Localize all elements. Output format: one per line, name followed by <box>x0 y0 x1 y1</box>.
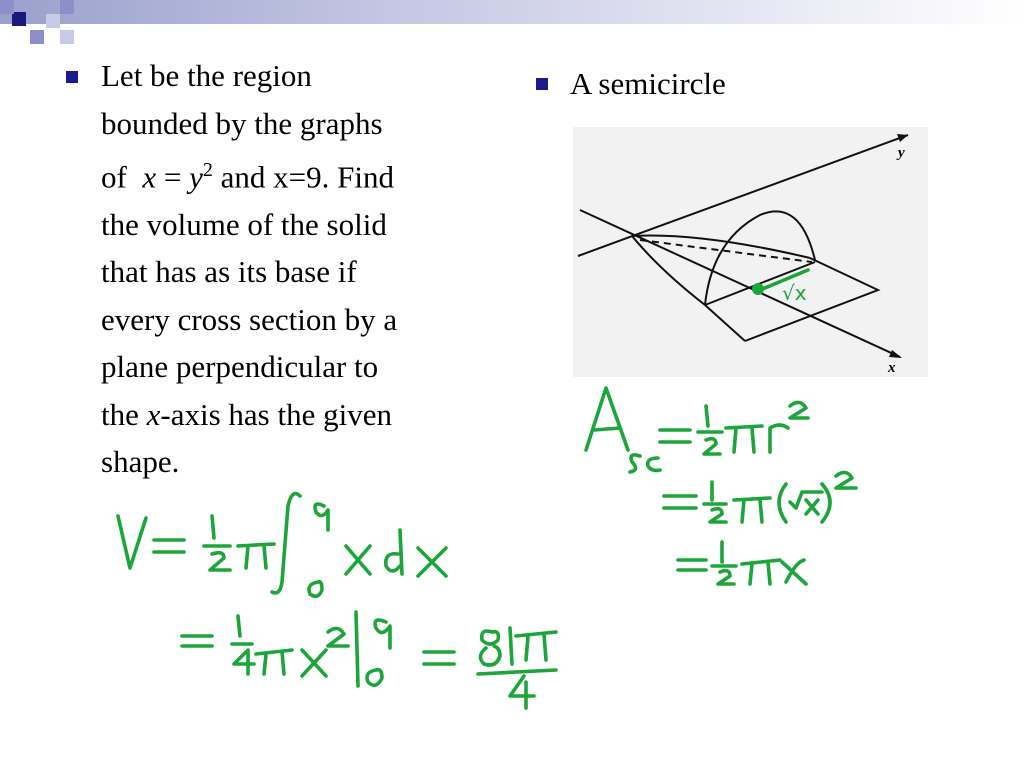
eq-exponent: 2 <box>202 159 213 181</box>
hw-4 <box>510 676 534 708</box>
hw-v-half <box>204 516 230 570</box>
hw-v-equals-3 <box>424 652 454 664</box>
eq-x: x <box>142 159 157 195</box>
y-axis-label: y <box>898 145 905 161</box>
eq-tail: and x=9. Find <box>220 159 394 195</box>
hw-sq-v2 <box>328 628 348 646</box>
problem-line: Let be the region <box>101 58 312 93</box>
hw-81 <box>480 628 512 665</box>
hw-v-pi <box>238 544 274 568</box>
hw-v-equals-2 <box>182 636 212 646</box>
hw-x <box>346 546 370 574</box>
axis-prefix: the <box>101 396 139 432</box>
eq-equals: = <box>163 159 182 195</box>
hw-d <box>386 530 402 574</box>
hw-quarter <box>232 616 254 674</box>
radius-annotation: √x <box>782 281 807 305</box>
hw-pi-v2 <box>256 650 292 674</box>
problem-line: shape. <box>101 444 180 480</box>
x-axis-label: x <box>888 360 896 376</box>
problem-line: -axis has the given <box>160 396 392 432</box>
hw-eval-0 <box>367 670 382 686</box>
hw-x-2 <box>418 548 446 576</box>
problem-line: that has as its base if <box>101 254 357 290</box>
problem-line: of <box>101 159 127 195</box>
hw-upper-9 <box>315 504 328 530</box>
hw-eval-bar <box>356 612 358 686</box>
hw-V <box>118 516 146 568</box>
hw-fraction-bar <box>478 670 556 674</box>
hw-integral <box>272 494 300 593</box>
shape-label: A semicircle <box>570 66 726 101</box>
problem-line: the volume of the solid <box>101 206 387 242</box>
hw-x-v2 <box>302 650 326 676</box>
hw-v-equals <box>154 540 184 552</box>
axis-var: x <box>146 396 161 432</box>
problem-line: plane perpendicular to <box>101 349 379 385</box>
hw-eval-9 <box>375 620 390 648</box>
hw-pi-v3 <box>516 632 556 660</box>
problem-line: every cross section by a <box>101 301 398 337</box>
eq-y: y <box>189 159 203 195</box>
hw-lower-0 <box>309 582 322 597</box>
problem-line: bounded by the graphs <box>101 105 383 141</box>
